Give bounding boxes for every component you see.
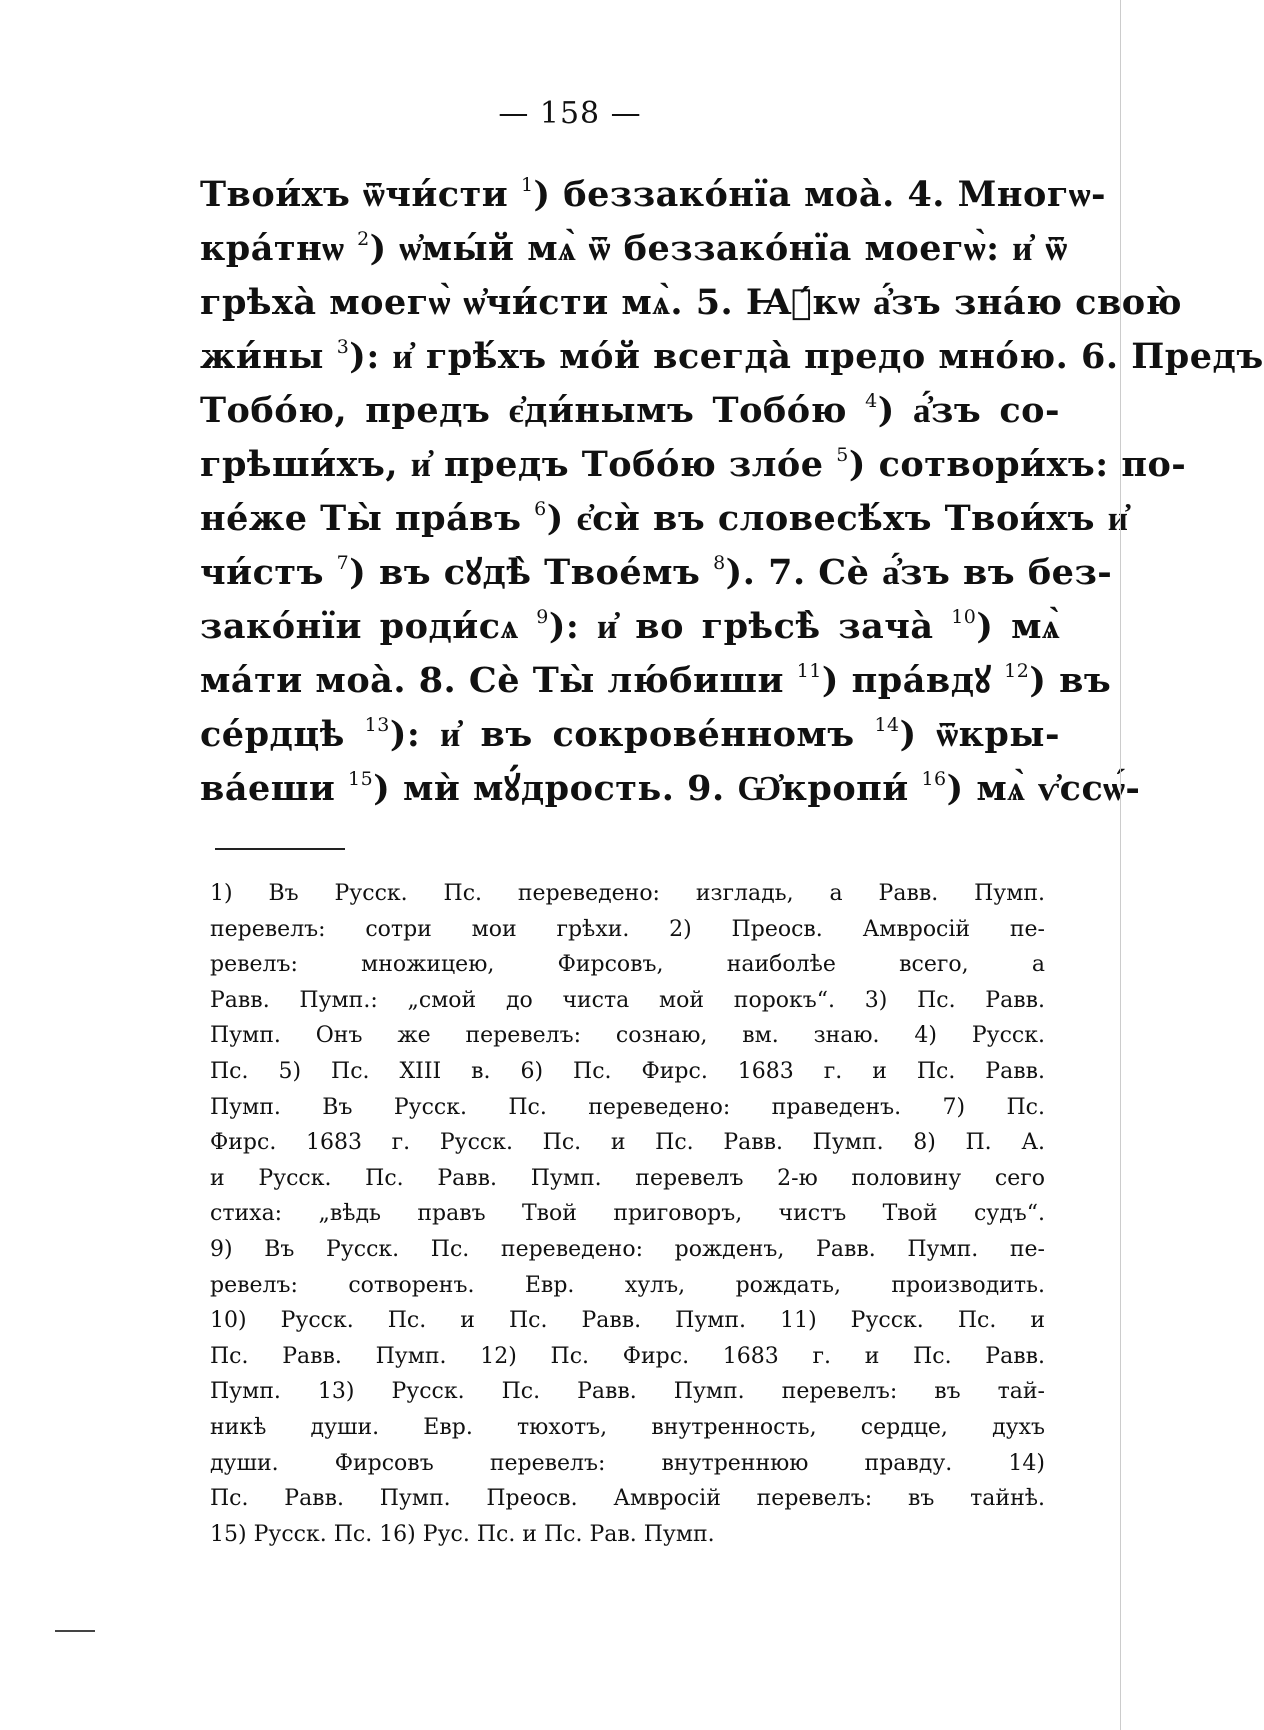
psalm-text-segment: ): и҆ въ сокрове́нномъ — [389, 714, 875, 755]
psalm-text-segment: ) мѧ̀ ѵ҆ссѡ́- — [946, 768, 1141, 809]
psalm-line — [200, 546, 1113, 600]
footnote-ref: 4 — [865, 390, 878, 412]
footnote-ref: 1 — [520, 174, 534, 196]
psalm-text-segment: ) въ сꙋдѣ̀ Твое́мъ — [349, 552, 714, 593]
footnote-ref: 2 — [357, 228, 370, 250]
footnote-ref: 11 — [796, 660, 822, 682]
footnote-line: Равв. Пумп.: „смой до чиста мой порокъ“. 3) Пс. Равв. — [210, 987, 1045, 1013]
psalm-text-segment: ) беззако́нїа моа̀. 4. Многѡ- — [533, 174, 1107, 215]
psalm-text-segment: Тобо́ю, предъ є҆ди́нымъ Тобо́ю — [200, 390, 866, 431]
footnote-line: Пумп. 13) Русск. Пс. Равв. Пумп. перевелъ: въ тай- — [210, 1379, 1045, 1405]
psalm-text-segment: ) а҆́зъ со- — [877, 390, 1061, 431]
footnote-line: ревелъ: множицею, Фирсовъ, наиболѣе всего, а — [210, 952, 1045, 978]
footnote-line: души. Фирсовъ перевелъ: внутреннюю правду. 14) — [210, 1450, 1045, 1476]
footnote-line: 15) Русск. Пс. 16) Рус. Пс. и Пс. Рав. Пумп. — [210, 1521, 715, 1547]
psalm-text-segment: жи́ны — [200, 336, 337, 377]
footnote-ref: 16 — [921, 768, 947, 790]
footnote-ref: 8 — [713, 552, 726, 574]
footnote-line: Пумп. Онъ же перевелъ: сознаю, вм. знаю. 4) Русск. — [210, 1023, 1045, 1049]
footnote-line: перевелъ: сотри мои грѣхи. 2) Преосв. Амвросій пе- — [210, 916, 1045, 942]
footnote-line: и Русск. Пс. Равв. Пумп. перевелъ 2-ю половину сего — [210, 1165, 1045, 1191]
psalm-line — [200, 330, 1264, 384]
footnote-ref: 3 — [336, 336, 350, 358]
psalm-line — [200, 168, 1107, 222]
psalm-text-segment: ) сотвори́хъ: по- — [848, 444, 1187, 485]
footnote-line: стиха: „вѣдь правъ Твой приговоръ, чистъ Твой судъ“. — [210, 1201, 1045, 1227]
psalm-text-segment: грѣха̀ моегѡ̀ ѡ҆чи́сти мѧ̀. 5. Ꙗ҆́кѡ а҆́зъ зна́ю свою̀ — [200, 282, 1183, 323]
footnote-ref: 13 — [364, 714, 390, 736]
psalm-text-segment: кра́тнѡ — [200, 228, 358, 269]
psalm-text-segment: ): и҆ во грѣсѣ̀ зача̀ — [548, 606, 952, 647]
psalm-text-segment: се́рдцѣ — [200, 714, 365, 755]
psalm-text-segment: ) мѧ̀ — [976, 606, 1061, 647]
page-edge-line — [1120, 0, 1121, 1730]
psalm-text-segment: ва́еши — [200, 768, 349, 809]
footnote-line: Пс. Равв. Пумп. 12) Пс. Фирс. 1683 г. и Пс. Равв. — [210, 1343, 1045, 1369]
psalm-line — [200, 384, 1060, 438]
footnote-separator — [215, 848, 345, 850]
footnote-line: 9) Въ Русск. Пс. переведено: рожденъ, Равв. Пумп. пе- — [210, 1236, 1045, 1262]
page-mark — [55, 1630, 95, 1632]
psalm-line — [200, 222, 1068, 276]
psalm-text-segment: ма́ти моа̀. 8. Сѐ Ты̀ лю́биши — [200, 660, 797, 701]
psalm-text-segment: зако́нїи роди́сѧ — [200, 606, 537, 647]
psalm-text-segment: ). 7. Сѐ а҆́зъ въ без- — [725, 552, 1113, 593]
footnote-line: 1) Въ Русск. Пс. переведено: изгладь, а Равв. Пумп. — [210, 881, 1045, 906]
psalm-line — [200, 654, 1112, 708]
footnote-ref: 12 — [1004, 660, 1030, 682]
footnotes — [210, 876, 1045, 1552]
psalm-line — [200, 708, 1060, 762]
psalm-line — [200, 492, 1129, 546]
psalm-text-segment: ) є҆сѝ въ словесѣ́хъ Твои́хъ и҆ — [546, 498, 1129, 539]
footnote-line: никѣ души. Евр. тюхотъ, внутренность, сердце, духъ — [210, 1414, 1045, 1440]
psalm-text-segment: ) ѡ҆мы́й мѧ̀ ѿ беззако́нїа моегѡ̀: и҆ ѿ — [369, 228, 1068, 269]
footnote-line: ревелъ: сотворенъ. Евр. хулъ, рождать, производить. — [210, 1272, 1045, 1298]
psalm-text-segment: ) пра́вдꙋ — [821, 660, 1005, 701]
psalm-line — [200, 762, 1141, 816]
footnote-ref: 7 — [336, 552, 350, 574]
psalm-line — [200, 276, 1183, 330]
psalm-text — [200, 168, 1264, 816]
footnote-ref: 15 — [348, 768, 374, 790]
footnote-ref: 10 — [951, 606, 977, 628]
psalm-text-segment: чи́стъ — [200, 552, 337, 593]
psalm-text-segment: грѣши́хъ, и҆ предъ Тобо́ю зло́е — [200, 444, 837, 485]
psalm-line — [200, 438, 1187, 492]
psalm-text-segment: ) въ — [1029, 660, 1112, 701]
psalm-text-segment: ) ѿкры- — [899, 714, 1060, 755]
footnote-ref: 5 — [836, 444, 849, 466]
psalm-text-segment: ): и҆ грѣ́хъ мо́й всегда̀ предо мно́ю. 6. Предъ — [349, 336, 1264, 377]
psalm-line — [200, 600, 1060, 654]
footnote-line: Пс. 5) Пс. XIII в. 6) Пс. Фирс. 1683 г. и Пс. Равв. — [210, 1058, 1045, 1084]
psalm-text-segment: не́же Ты̀ пра́въ — [200, 498, 535, 539]
footnote-ref: 9 — [536, 606, 549, 628]
psalm-text-segment: Твои́хъ ѿчи́сти — [200, 174, 521, 215]
footnote-line: 10) Русск. Пс. и Пс. Равв. Пумп. 11) Русск. Пс. и — [210, 1308, 1045, 1334]
footnote-line: Пс. Равв. Пумп. Преосв. Амвросій перевелъ: въ тайнѣ. — [210, 1486, 1045, 1512]
psalm-text-segment: ) мѝ мꙋ́дрость. 9. Ѡ҆кропи́ — [373, 768, 922, 809]
page-number: — 158 — — [498, 96, 642, 131]
footnote-line: Фирс. 1683 г. Русск. Пс. и Пс. Равв. Пумп. 8) П. А. — [210, 1130, 1045, 1156]
footnote-ref: 6 — [534, 498, 547, 520]
footnote-ref: 14 — [874, 714, 900, 736]
footnote-line: Пумп. Въ Русск. Пс. переведено: праведенъ. 7) Пс. — [210, 1094, 1045, 1120]
